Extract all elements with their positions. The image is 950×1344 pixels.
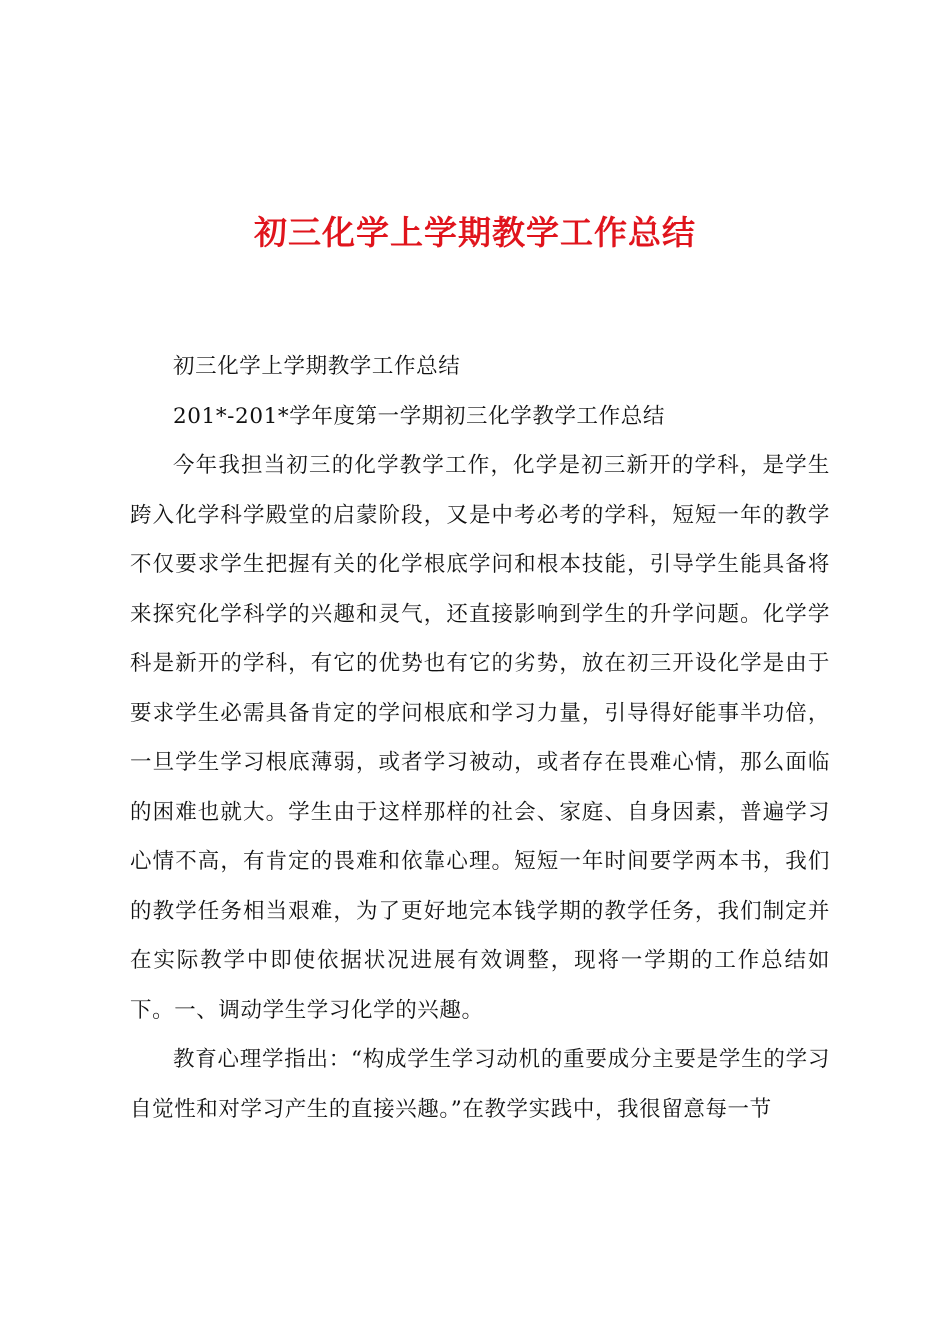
paragraph-intro: 今年我担当初三的化学教学工作，化学是初三新开的学科，是学生跨入化学科学殿堂的启蒙阶段，又是中考必考的学科，短短一年的教学不仅要求学生把握有关的化学根底学问和根本技能，引导学生能具备将来探究化学科学的兴趣和灵气，还直接影响到学生的升学问题。化学学科是新开的学科，有它的优势也有它的劣势，放在初三开设化学是由于要求学生必需具备肯定的学问根底和学习力量，引导得好能事半功倍，一旦学生学习根底薄弱，或者学习被动，或者存在畏难心情，那么面临的困难也就大。学生由于这样那样的社会、家庭、自身因素，普遍学习心情不高，有肯定的畏难和依靠心理。短短一年时间要学两本书，我们的教学任务相当艰难，为了更好地完本钱学期的教学任务，我们制定并在实际教学中即使依据状况进展有效调整，现将一学期的工作总结如下。一、调动学生学习化学的兴趣。 xyxy=(130,453,830,1023)
paragraph-term-heading: 201*-201*学年度第一学期初三化学教学工作总结 xyxy=(173,403,665,429)
document-body xyxy=(130,342,830,1134)
document-title: 初三化学上学期教学工作总结 xyxy=(254,213,696,252)
paragraph-psychology: 教育心理学指出：“构成学生学习动机的重要成分主要是学生的学习自觉性和对学习产生的直接兴趣。”在教学实践中，我很留意每一节 xyxy=(130,1047,830,1122)
paragraph-subtitle: 初三化学上学期教学工作总结 xyxy=(173,354,461,379)
